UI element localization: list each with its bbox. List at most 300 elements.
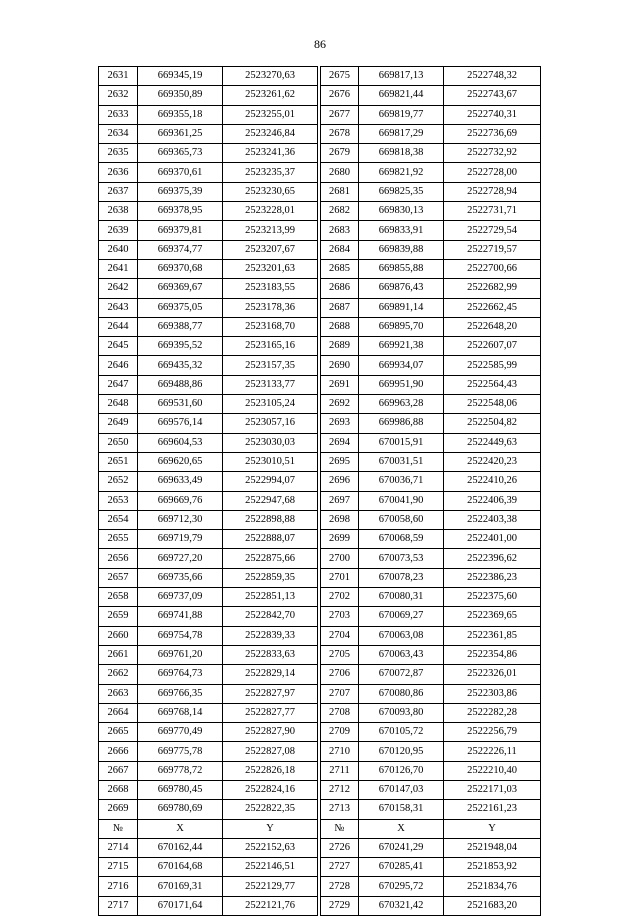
- table-row: [99, 298, 541, 317]
- point-number-cell: 2658: [99, 588, 138, 607]
- y-coordinate-cell: 2522410,26: [444, 472, 541, 491]
- point-number-cell: 2657: [99, 568, 138, 587]
- table-row: [99, 665, 541, 684]
- page-number: 86: [314, 37, 326, 51]
- y-coordinate-cell: 2522282,28: [444, 703, 541, 722]
- point-number-cell: 2632: [99, 86, 138, 105]
- x-coordinate-cell: 670073,53: [359, 549, 444, 568]
- point-number-cell: 2686: [321, 279, 359, 298]
- y-coordinate-cell: 2521948,04: [444, 838, 541, 857]
- x-coordinate-cell: 669833,91: [359, 221, 444, 240]
- y-coordinate-cell: 2523230,65: [223, 182, 318, 201]
- point-number-cell: 2727: [321, 858, 359, 877]
- y-coordinate-cell: 2522171,03: [444, 780, 541, 799]
- x-coordinate-cell: 669817,29: [359, 124, 444, 143]
- x-coordinate-cell: 669355,18: [138, 105, 223, 124]
- x-coordinate-cell: 669986,88: [359, 414, 444, 433]
- point-number-cell: 2687: [321, 298, 359, 317]
- x-coordinate-cell: 669766,35: [138, 684, 223, 703]
- coordinates-table-body: [99, 67, 541, 916]
- y-coordinate-cell: 2522851,13: [223, 588, 318, 607]
- y-coordinate-cell: 2522829,14: [223, 665, 318, 684]
- x-coordinate-cell: 670295,72: [359, 877, 444, 896]
- y-coordinate-cell: 2522210,40: [444, 761, 541, 780]
- point-number-cell: 2698: [321, 510, 359, 529]
- point-number-cell: 2676: [321, 86, 359, 105]
- x-coordinate-cell: 670063,43: [359, 645, 444, 664]
- y-coordinate-cell: 2522386,23: [444, 568, 541, 587]
- x-coordinate-cell: 670041,90: [359, 491, 444, 510]
- point-number-cell: 2705: [321, 645, 359, 664]
- table-row: [99, 491, 541, 510]
- x-coordinate-cell: 669741,88: [138, 607, 223, 626]
- y-coordinate-cell: 2522736,69: [444, 124, 541, 143]
- y-coordinate-cell: 2522361,85: [444, 626, 541, 645]
- table-row: [99, 684, 541, 703]
- table-row: [99, 896, 541, 915]
- y-coordinate-cell: 2522369,65: [444, 607, 541, 626]
- y-coordinate-cell: 2522152,63: [223, 838, 318, 857]
- point-number-cell: 2661: [99, 645, 138, 664]
- table-row: [99, 780, 541, 799]
- x-coordinate-cell: 669712,30: [138, 510, 223, 529]
- point-number-cell: 2711: [321, 761, 359, 780]
- y-coordinate-cell: 2523030,03: [223, 433, 318, 452]
- x-coordinate-cell: 669388,77: [138, 317, 223, 336]
- table-row: [99, 317, 541, 336]
- table-row: [99, 221, 541, 240]
- y-coordinate-cell: 2523241,36: [223, 144, 318, 163]
- y-coordinate-cell: 2522875,66: [223, 549, 318, 568]
- point-number-cell: 2637: [99, 182, 138, 201]
- table-row: [99, 240, 541, 259]
- y-coordinate-cell: 2522719,57: [444, 240, 541, 259]
- point-number-cell: 2702: [321, 588, 359, 607]
- table-row: [99, 163, 541, 182]
- point-number-cell: 2663: [99, 684, 138, 703]
- y-coordinate-cell: 2522827,08: [223, 742, 318, 761]
- x-coordinate-cell: 669719,79: [138, 530, 223, 549]
- table-row: [99, 182, 541, 201]
- y-coordinate-cell: 2522842,70: [223, 607, 318, 626]
- point-number-cell: 2641: [99, 259, 138, 278]
- point-number-cell: 2668: [99, 780, 138, 799]
- point-number-cell: 2678: [321, 124, 359, 143]
- point-number-cell: 2650: [99, 433, 138, 452]
- table-row: [99, 530, 541, 549]
- point-number-cell: 2691: [321, 375, 359, 394]
- point-number-cell: 2696: [321, 472, 359, 491]
- point-number-cell: 2662: [99, 665, 138, 684]
- y-coordinate-cell: 2522449,63: [444, 433, 541, 452]
- x-coordinate-cell: 670058,60: [359, 510, 444, 529]
- x-coordinate-cell: 669369,67: [138, 279, 223, 298]
- x-coordinate-cell: 669633,49: [138, 472, 223, 491]
- y-coordinate-cell: 2522827,77: [223, 703, 318, 722]
- point-number-cell: 2643: [99, 298, 138, 317]
- point-number-cell: 2710: [321, 742, 359, 761]
- y-coordinate-cell: 2523213,99: [223, 221, 318, 240]
- table-row: [99, 742, 541, 761]
- y-coordinate-cell: 2522161,23: [444, 800, 541, 819]
- point-number-cell: 2697: [321, 491, 359, 510]
- point-number-cell: 2716: [99, 877, 138, 896]
- x-coordinate-cell: 669780,45: [138, 780, 223, 799]
- x-coordinate-cell: 670126,70: [359, 761, 444, 780]
- table-row: [99, 877, 541, 896]
- table-row: [99, 395, 541, 414]
- y-coordinate-cell: 2523157,35: [223, 356, 318, 375]
- x-coordinate-cell: 670063,08: [359, 626, 444, 645]
- point-number-cell: 2646: [99, 356, 138, 375]
- table-row: [99, 838, 541, 857]
- point-number-cell: 2729: [321, 896, 359, 915]
- point-number-cell: 2644: [99, 317, 138, 336]
- y-coordinate-cell: 2522564,43: [444, 375, 541, 394]
- x-coordinate-cell: 670147,03: [359, 780, 444, 799]
- point-number-cell: 2636: [99, 163, 138, 182]
- point-number-cell: 2728: [321, 877, 359, 896]
- y-coordinate-cell: 2523255,01: [223, 105, 318, 124]
- table-row: [99, 375, 541, 394]
- point-number-cell: 2713: [321, 800, 359, 819]
- y-coordinate-cell: 2522728,00: [444, 163, 541, 182]
- table-row: [99, 337, 541, 356]
- y-coordinate-cell: 2523178,36: [223, 298, 318, 317]
- y-coordinate-cell: Y: [223, 819, 318, 838]
- point-number-cell: 2639: [99, 221, 138, 240]
- x-coordinate-cell: 669951,90: [359, 375, 444, 394]
- x-coordinate-cell: 669768,14: [138, 703, 223, 722]
- x-coordinate-cell: 669488,86: [138, 375, 223, 394]
- point-number-cell: 2681: [321, 182, 359, 201]
- x-coordinate-cell: 670169,31: [138, 877, 223, 896]
- y-coordinate-cell: 2522822,35: [223, 800, 318, 819]
- table-row: [99, 568, 541, 587]
- point-number-cell: №: [99, 819, 138, 838]
- y-coordinate-cell: 2522994,07: [223, 472, 318, 491]
- y-coordinate-cell: 2522824,16: [223, 780, 318, 799]
- y-coordinate-cell: 2522504,82: [444, 414, 541, 433]
- point-number-cell: 2633: [99, 105, 138, 124]
- point-number-cell: 2659: [99, 607, 138, 626]
- table-row: [99, 645, 541, 664]
- point-number-cell: 2684: [321, 240, 359, 259]
- point-number-cell: 2664: [99, 703, 138, 722]
- y-coordinate-cell: 2522548,06: [444, 395, 541, 414]
- table-row: [99, 703, 541, 722]
- x-coordinate-cell: 670078,23: [359, 568, 444, 587]
- point-number-cell: 2708: [321, 703, 359, 722]
- y-coordinate-cell: 2522401,00: [444, 530, 541, 549]
- point-number-cell: 2707: [321, 684, 359, 703]
- point-number-cell: 2700: [321, 549, 359, 568]
- point-number-cell: 2706: [321, 665, 359, 684]
- y-coordinate-cell: 2523201,63: [223, 259, 318, 278]
- coordinates-table: [98, 66, 541, 916]
- x-coordinate-cell: 670241,29: [359, 838, 444, 857]
- x-coordinate-cell: 669876,43: [359, 279, 444, 298]
- point-number-cell: 2695: [321, 452, 359, 471]
- y-coordinate-cell: 2522354,86: [444, 645, 541, 664]
- x-coordinate-cell: 670080,86: [359, 684, 444, 703]
- x-coordinate-cell: 670171,64: [138, 896, 223, 915]
- table-row: [99, 279, 541, 298]
- y-coordinate-cell: 2523207,67: [223, 240, 318, 259]
- x-coordinate-cell: 669770,49: [138, 723, 223, 742]
- y-coordinate-cell: 2523261,62: [223, 86, 318, 105]
- point-number-cell: 2655: [99, 530, 138, 549]
- y-coordinate-cell: 2522375,60: [444, 588, 541, 607]
- x-coordinate-cell: 669825,35: [359, 182, 444, 201]
- x-coordinate-cell: 669370,61: [138, 163, 223, 182]
- y-coordinate-cell: 2523057,16: [223, 414, 318, 433]
- x-coordinate-cell: 669778,72: [138, 761, 223, 780]
- table-row: [99, 356, 541, 375]
- x-coordinate-cell: 670285,41: [359, 858, 444, 877]
- point-number-cell: 2647: [99, 375, 138, 394]
- point-number-cell: 2694: [321, 433, 359, 452]
- point-number-cell: 2726: [321, 838, 359, 857]
- y-coordinate-cell: 2522947,68: [223, 491, 318, 510]
- x-coordinate-cell: 669761,20: [138, 645, 223, 664]
- point-number-cell: 2660: [99, 626, 138, 645]
- y-coordinate-cell: 2522898,88: [223, 510, 318, 529]
- x-coordinate-cell: 670321,42: [359, 896, 444, 915]
- y-coordinate-cell: 2522648,20: [444, 317, 541, 336]
- x-coordinate-cell: 669604,53: [138, 433, 223, 452]
- x-coordinate-cell: 669370,68: [138, 259, 223, 278]
- x-coordinate-cell: 669963,28: [359, 395, 444, 414]
- point-number-cell: 2701: [321, 568, 359, 587]
- y-coordinate-cell: 2522420,23: [444, 452, 541, 471]
- y-coordinate-cell: 2522326,01: [444, 665, 541, 684]
- y-coordinate-cell: 2523246,84: [223, 124, 318, 143]
- table-row: [99, 67, 541, 86]
- point-number-cell: 2703: [321, 607, 359, 626]
- x-coordinate-cell: 669821,92: [359, 163, 444, 182]
- y-coordinate-cell: 2522732,92: [444, 144, 541, 163]
- y-coordinate-cell: 2523105,24: [223, 395, 318, 414]
- x-coordinate-cell: 669775,78: [138, 742, 223, 761]
- x-coordinate-cell: 669435,32: [138, 356, 223, 375]
- y-coordinate-cell: 2522729,54: [444, 221, 541, 240]
- x-coordinate-cell: 670162,44: [138, 838, 223, 857]
- point-number-cell: 2693: [321, 414, 359, 433]
- point-number-cell: 2704: [321, 626, 359, 645]
- y-coordinate-cell: 2522740,31: [444, 105, 541, 124]
- x-coordinate-cell: 669350,89: [138, 86, 223, 105]
- x-coordinate-cell: 670036,71: [359, 472, 444, 491]
- y-coordinate-cell: 2522121,76: [223, 896, 318, 915]
- point-number-cell: 2642: [99, 279, 138, 298]
- y-coordinate-cell: Y: [444, 819, 541, 838]
- y-coordinate-cell: 2522827,90: [223, 723, 318, 742]
- x-coordinate-cell: 670105,72: [359, 723, 444, 742]
- point-number-cell: 2666: [99, 742, 138, 761]
- table-row: [99, 105, 541, 124]
- x-coordinate-cell: 669780,69: [138, 800, 223, 819]
- x-coordinate-cell: 669620,65: [138, 452, 223, 471]
- x-coordinate-cell: 669735,66: [138, 568, 223, 587]
- x-coordinate-cell: 670164,68: [138, 858, 223, 877]
- point-number-cell: 2689: [321, 337, 359, 356]
- y-coordinate-cell: 2522607,07: [444, 337, 541, 356]
- table-row: [99, 472, 541, 491]
- y-coordinate-cell: 2522682,99: [444, 279, 541, 298]
- x-coordinate-cell: 669891,14: [359, 298, 444, 317]
- point-number-cell: 2715: [99, 858, 138, 877]
- table-row: [99, 202, 541, 221]
- point-number-cell: 2656: [99, 549, 138, 568]
- x-coordinate-cell: 669934,07: [359, 356, 444, 375]
- point-number-cell: 2649: [99, 414, 138, 433]
- y-coordinate-cell: 2522403,38: [444, 510, 541, 529]
- y-coordinate-cell: 2523010,51: [223, 452, 318, 471]
- point-number-cell: 2667: [99, 761, 138, 780]
- point-number-cell: 2654: [99, 510, 138, 529]
- x-coordinate-cell: 669830,13: [359, 202, 444, 221]
- x-coordinate-cell: 669395,52: [138, 337, 223, 356]
- table-row: [99, 607, 541, 626]
- point-number-cell: 2651: [99, 452, 138, 471]
- x-coordinate-cell: 669737,09: [138, 588, 223, 607]
- x-coordinate-cell: 670072,87: [359, 665, 444, 684]
- point-number-cell: №: [321, 819, 359, 838]
- x-coordinate-cell: 670015,91: [359, 433, 444, 452]
- x-coordinate-cell: 669727,20: [138, 549, 223, 568]
- y-coordinate-cell: 2522827,97: [223, 684, 318, 703]
- y-coordinate-cell: 2522728,94: [444, 182, 541, 201]
- point-number-cell: 2692: [321, 395, 359, 414]
- point-number-cell: 2699: [321, 530, 359, 549]
- x-coordinate-cell: 669921,38: [359, 337, 444, 356]
- table-row: [99, 858, 541, 877]
- point-number-cell: 2690: [321, 356, 359, 375]
- y-coordinate-cell: 2522833,63: [223, 645, 318, 664]
- x-coordinate-cell: 669819,77: [359, 105, 444, 124]
- table-row: [99, 144, 541, 163]
- point-number-cell: 2634: [99, 124, 138, 143]
- y-coordinate-cell: 2523228,01: [223, 202, 318, 221]
- point-number-cell: 2631: [99, 67, 138, 86]
- x-coordinate-cell: 669375,39: [138, 182, 223, 201]
- y-coordinate-cell: 2522303,86: [444, 684, 541, 703]
- table-row: [99, 414, 541, 433]
- x-coordinate-cell: 670069,27: [359, 607, 444, 626]
- table-row: [99, 800, 541, 819]
- table-row: [99, 761, 541, 780]
- y-coordinate-cell: 2521853,92: [444, 858, 541, 877]
- y-coordinate-cell: 2522743,67: [444, 86, 541, 105]
- x-coordinate-cell: 669839,88: [359, 240, 444, 259]
- x-coordinate-cell: 670031,51: [359, 452, 444, 471]
- table-row: [99, 259, 541, 278]
- table-row: [99, 510, 541, 529]
- y-coordinate-cell: 2522129,77: [223, 877, 318, 896]
- point-number-cell: 2682: [321, 202, 359, 221]
- point-number-cell: 2717: [99, 896, 138, 915]
- y-coordinate-cell: 2522662,45: [444, 298, 541, 317]
- table-row: [99, 433, 541, 452]
- table-header-row: [99, 819, 541, 838]
- point-number-cell: 2679: [321, 144, 359, 163]
- table-row: [99, 124, 541, 143]
- y-coordinate-cell: 2523168,70: [223, 317, 318, 336]
- y-coordinate-cell: 2522406,39: [444, 491, 541, 510]
- point-number-cell: 2680: [321, 163, 359, 182]
- x-coordinate-cell: 669345,19: [138, 67, 223, 86]
- y-coordinate-cell: 2522226,11: [444, 742, 541, 761]
- x-coordinate-cell: 669754,78: [138, 626, 223, 645]
- x-coordinate-cell: 669895,70: [359, 317, 444, 336]
- x-coordinate-cell: 670080,31: [359, 588, 444, 607]
- point-number-cell: 2714: [99, 838, 138, 857]
- point-number-cell: 2677: [321, 105, 359, 124]
- y-coordinate-cell: 2522731,71: [444, 202, 541, 221]
- y-coordinate-cell: 2522888,07: [223, 530, 318, 549]
- point-number-cell: 2638: [99, 202, 138, 221]
- y-coordinate-cell: 2523235,37: [223, 163, 318, 182]
- x-coordinate-cell: 670158,31: [359, 800, 444, 819]
- point-number-cell: 2669: [99, 800, 138, 819]
- x-coordinate-cell: 669375,05: [138, 298, 223, 317]
- x-coordinate-cell: X: [138, 819, 223, 838]
- table-row: [99, 549, 541, 568]
- y-coordinate-cell: 2522396,62: [444, 549, 541, 568]
- x-coordinate-cell: 669378,95: [138, 202, 223, 221]
- point-number-cell: 2688: [321, 317, 359, 336]
- x-coordinate-cell: 669576,14: [138, 414, 223, 433]
- x-coordinate-cell: X: [359, 819, 444, 838]
- x-coordinate-cell: 669818,38: [359, 144, 444, 163]
- y-coordinate-cell: 2521834,76: [444, 877, 541, 896]
- y-coordinate-cell: 2522859,35: [223, 568, 318, 587]
- table-row: [99, 626, 541, 645]
- point-number-cell: 2653: [99, 491, 138, 510]
- x-coordinate-cell: 669821,44: [359, 86, 444, 105]
- point-number-cell: 2685: [321, 259, 359, 278]
- point-number-cell: 2683: [321, 221, 359, 240]
- x-coordinate-cell: 669764,73: [138, 665, 223, 684]
- point-number-cell: 2645: [99, 337, 138, 356]
- point-number-cell: 2665: [99, 723, 138, 742]
- y-coordinate-cell: 2523133,77: [223, 375, 318, 394]
- table-row: [99, 86, 541, 105]
- y-coordinate-cell: 2522146,51: [223, 858, 318, 877]
- x-coordinate-cell: 670093,80: [359, 703, 444, 722]
- point-number-cell: 2648: [99, 395, 138, 414]
- x-coordinate-cell: 669379,81: [138, 221, 223, 240]
- x-coordinate-cell: 669365,73: [138, 144, 223, 163]
- y-coordinate-cell: 2523183,55: [223, 279, 318, 298]
- table-row: [99, 452, 541, 471]
- x-coordinate-cell: 670068,59: [359, 530, 444, 549]
- y-coordinate-cell: 2522748,32: [444, 67, 541, 86]
- y-coordinate-cell: 2523165,16: [223, 337, 318, 356]
- x-coordinate-cell: 670120,95: [359, 742, 444, 761]
- x-coordinate-cell: 669855,88: [359, 259, 444, 278]
- point-number-cell: 2709: [321, 723, 359, 742]
- point-number-cell: 2635: [99, 144, 138, 163]
- y-coordinate-cell: 2523270,63: [223, 67, 318, 86]
- x-coordinate-cell: 669817,13: [359, 67, 444, 86]
- x-coordinate-cell: 669361,25: [138, 124, 223, 143]
- point-number-cell: 2652: [99, 472, 138, 491]
- y-coordinate-cell: 2522826,18: [223, 761, 318, 780]
- y-coordinate-cell: 2522839,33: [223, 626, 318, 645]
- y-coordinate-cell: 2522585,99: [444, 356, 541, 375]
